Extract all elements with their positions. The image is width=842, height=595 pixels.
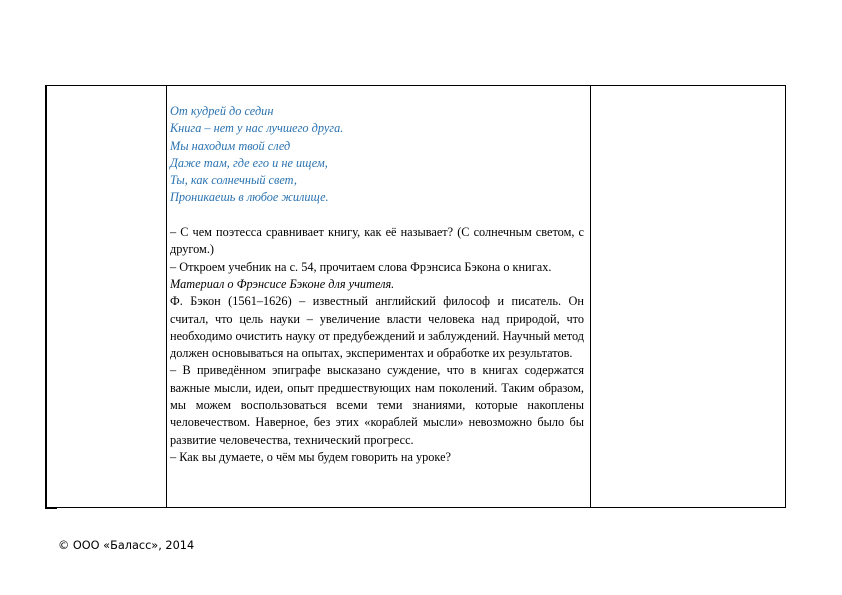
poem-line: Проникаешь в любое жилище.	[170, 190, 329, 205]
bacon-bio-paragraph: Ф. Бэкон (1561–1626) – известный английский философ и писатель. Он считал, что цель науки – увеличение власти человека над природой, что необходимо очистить науку от предубеждений и заблуждений. Научный метод должен основываться на опытах, экспериментах и обработке их результатов.	[170, 294, 584, 361]
paragraph-gap	[170, 207, 584, 224]
poem-line: Мы находим твой след	[170, 138, 291, 153]
table-left-border	[45, 85, 47, 509]
instruction-paragraph: – Откроем учебник на с. 54, прочитаем слова Фрэнсиса Бэкона о книгах.	[170, 259, 552, 274]
poem-line: Книга – нет у нас лучшего друга.	[170, 121, 344, 136]
poem-line: От кудрей до седин	[170, 104, 274, 118]
teacher-note: Материал о Фрэнсисе Бэконе для учителя.	[170, 276, 395, 291]
copyright-footer: © ООО «Баласс», 2014	[58, 539, 195, 552]
column-divider-left	[166, 86, 167, 507]
epigraph-paragraph: – В приведённом эпиграфе высказано суждение, что в книгах содержатся важные мысли, идеи, опыт предшествующих нам поколений. Таким образом, мы можем воспользоваться всеми теми знаниями, которые накоплены человечеством. Наверное, без этих «кораблей мысли» невозможно было бы развитие человечества, технический прогресс.	[170, 363, 584, 447]
lesson-text	[170, 224, 584, 466]
question-paragraph: – С чем поэтесса сравнивает книгу, как её называет? (С солнечным светом, с другом.)	[170, 225, 584, 257]
column-divider-right	[590, 86, 591, 507]
content-cell	[170, 103, 584, 466]
poem-line: Даже там, где его и не ищем,	[170, 155, 328, 170]
poem-block	[170, 103, 584, 207]
table-corner-mark	[45, 507, 57, 509]
question-paragraph: – Как вы думаете, о чём мы будем говорить на уроке?	[170, 449, 452, 464]
poem-line: Ты, как солнечный свет,	[170, 173, 297, 188]
